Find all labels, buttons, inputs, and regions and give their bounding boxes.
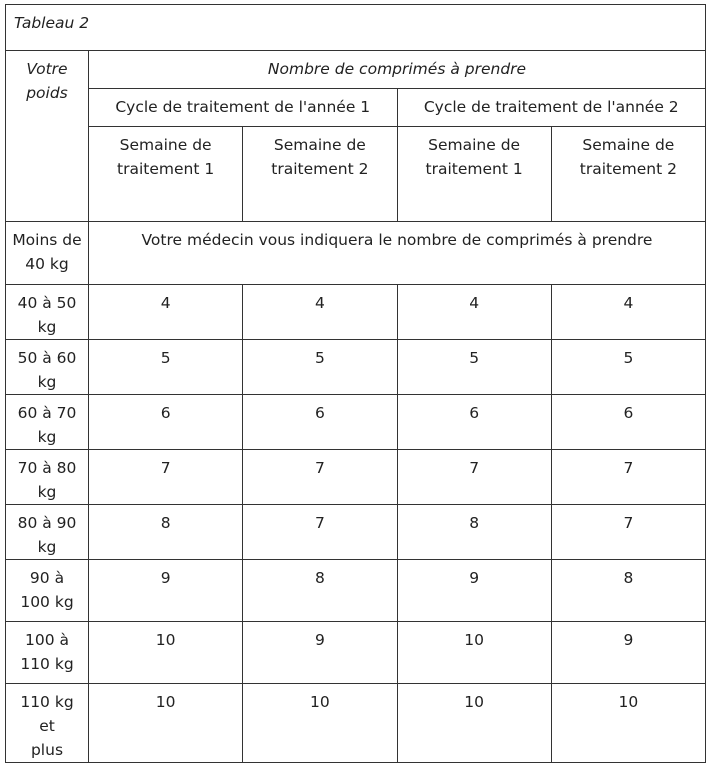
value-cell: 9: [551, 622, 705, 684]
cycle-year-1-header: Cycle de traitement de l'année 1: [89, 89, 398, 127]
dosage-table: [5, 4, 706, 763]
weight-cell-line1: 50 à 60 kg: [17, 349, 77, 391]
table-row: [6, 450, 706, 505]
value-cell: 7: [243, 505, 397, 560]
weight-cell: [6, 340, 89, 395]
weight-cell-line1: 100 à: [24, 631, 69, 649]
table-row: [6, 285, 706, 340]
value-cell: 5: [551, 340, 705, 395]
value-cell: 7: [551, 505, 705, 560]
value-cell: 10: [89, 684, 243, 763]
weight-cell-line1: 80 à 90 kg: [17, 514, 77, 556]
value-cell: 7: [89, 450, 243, 505]
value-cell: 7: [397, 450, 551, 505]
value-cell: 10: [397, 684, 551, 763]
table-title-row: [6, 5, 706, 51]
value-cell: 7: [551, 450, 705, 505]
weight-column-header: [6, 51, 89, 222]
weight-cell-line1: 40 à 50 kg: [17, 294, 77, 336]
table-row: [6, 622, 706, 684]
week-header-line2: traitement 1: [425, 160, 523, 178]
value-cell: 4: [551, 285, 705, 340]
header-row-weeks: [6, 127, 706, 222]
week-header-line2: traitement 1: [117, 160, 215, 178]
header-row-main: [6, 51, 706, 89]
table-row-under-40: [6, 222, 706, 285]
weight-cell-line1: 90 à: [29, 569, 65, 587]
cycle-year-2-header: Cycle de traitement de l'année 2: [397, 89, 706, 127]
value-cell: 4: [397, 285, 551, 340]
value-cell: 6: [551, 395, 705, 450]
week-header-line1: Semaine de: [119, 136, 212, 154]
weight-cell: [6, 285, 89, 340]
value-cell: 9: [397, 560, 551, 622]
table-row: [6, 395, 706, 450]
value-cell: 5: [89, 340, 243, 395]
weight-cell-line2: plus: [30, 741, 64, 759]
weight-cell: [6, 505, 89, 560]
weight-header-line2: poids: [26, 84, 68, 102]
value-cell: 4: [89, 285, 243, 340]
value-cell: 9: [243, 622, 397, 684]
weight-cell: [6, 395, 89, 450]
value-cell: 10: [397, 622, 551, 684]
weight-cell-line2: 100 kg: [20, 593, 74, 611]
weight-cell: [6, 622, 89, 684]
table-row: [6, 560, 706, 622]
value-cell: 6: [243, 395, 397, 450]
value-cell: 10: [89, 622, 243, 684]
value-cell: 5: [243, 340, 397, 395]
header-row-cycles: [6, 89, 706, 127]
weight-header-line1: Votre: [26, 60, 68, 78]
value-cell: 6: [89, 395, 243, 450]
weight-cell-line2: 110 kg: [20, 655, 74, 673]
value-cell: 5: [397, 340, 551, 395]
table-row: [6, 505, 706, 560]
value-cell: 8: [397, 505, 551, 560]
weight-cell: [6, 684, 89, 763]
week-header: [89, 127, 243, 222]
value-cell: 8: [243, 560, 397, 622]
week-header-line1: Semaine de: [582, 136, 675, 154]
doctor-instruction-cell: Votre médecin vous indiquera le nombre de comprimés à prendre: [89, 222, 706, 285]
value-cell: 8: [89, 505, 243, 560]
value-cell: 4: [243, 285, 397, 340]
week-header-line1: Semaine de: [428, 136, 521, 154]
value-cell: 9: [89, 560, 243, 622]
week-header-line1: Semaine de: [273, 136, 366, 154]
week-header-line2: traitement 2: [579, 160, 677, 178]
table-row: [6, 684, 706, 763]
weight-cell: [6, 560, 89, 622]
value-cell: 10: [243, 684, 397, 763]
value-cell: 7: [243, 450, 397, 505]
dosage-table-container: [5, 4, 706, 763]
weight-cell-line1: Moins de: [12, 231, 82, 249]
week-header-line2: traitement 2: [271, 160, 369, 178]
table-title: Tableau 2: [6, 5, 706, 51]
table-row: [6, 340, 706, 395]
weight-cell-line1: 110 kg et: [20, 693, 74, 735]
week-header: [243, 127, 397, 222]
weight-cell-line2: 40 kg: [25, 255, 69, 273]
week-header: [551, 127, 705, 222]
tablet-count-header: Nombre de comprimés à prendre: [89, 51, 706, 89]
weight-cell: [6, 450, 89, 505]
weight-cell-line1: 70 à 80 kg: [17, 459, 77, 501]
weight-cell: [6, 222, 89, 285]
value-cell: 6: [397, 395, 551, 450]
value-cell: 10: [551, 684, 705, 763]
week-header: [397, 127, 551, 222]
value-cell: 8: [551, 560, 705, 622]
weight-cell-line1: 60 à 70 kg: [17, 404, 77, 446]
